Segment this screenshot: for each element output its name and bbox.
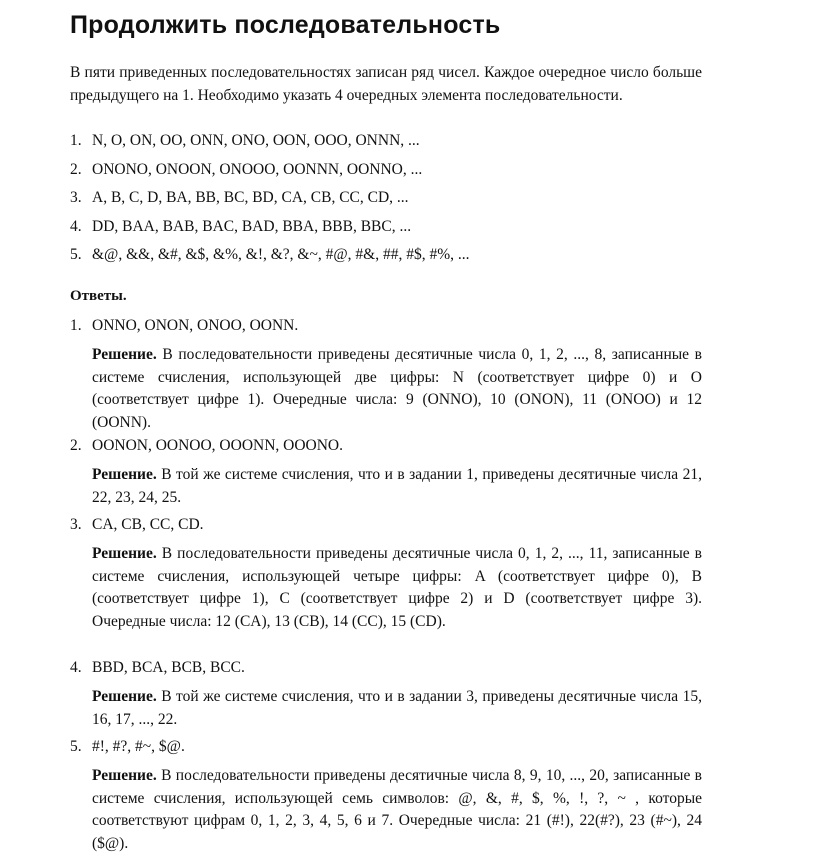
item-number: 1. [70,132,82,149]
answer-text: #!, #?, #~, $@. [92,738,185,755]
sequence-item [70,132,420,150]
solution-label: Решение. [92,688,157,705]
item-number: 2. [70,161,82,178]
solution-text [92,765,702,855]
item-number: 3. [70,189,82,206]
sequence-text: N, O, ON, OO, ONN, ONO, OON, OOO, ONNN, ... [92,132,420,149]
sequence-text: &@, &&, &#, &$, &%, &!, &?, &~, #@, #&, ##, #$, #%, ... [92,246,470,263]
solution-label: Решение. [92,346,157,363]
answer-text: OONON, OONOO, OOONN, OOONO. [92,437,343,454]
solution-body: В последовательности приведены десятичные числа 8, 9, 10, ..., 20, записанные в системе счисления, использующей семь символов: @, &, #, $, %, !, ?, ~ , которые соответствуют цифрам 0, 1, 2, 3, 4, 5, 6 и 7. Очередные числа: 21 (#!), 22(#?), 23 (#~), 24 ($@). [92,767,702,852]
solution-text [92,686,702,731]
sequence-item [70,246,470,264]
item-number: 3. [70,516,82,533]
answer-item [70,437,343,455]
item-number: 5. [70,738,82,755]
answer-text: CA, CB, CC, CD. [92,516,204,533]
sequence-text: ONONO, ONOON, ONOOO, OONNN, OONNO, ... [92,161,423,178]
solution-text [92,344,702,434]
solution-text [92,543,702,633]
solution-body: В той же системе счисления, что и в задании 3, приведены десятичные числа 15, 16, 17, ..., 22. [92,688,703,728]
answer-item [70,659,245,677]
item-number: 1. [70,317,82,334]
answer-text: BBD, BCA, BCB, BCC. [92,659,245,676]
solution-label: Решение. [92,767,157,784]
sequence-text: A, B, C, D, BA, BB, BC, BD, CA, CB, CC, CD, ... [92,189,409,206]
solution-body: В последовательности приведены десятичные числа 0, 1, 2, ..., 8, записанные в системе счисления, использующей две цифры: N (соответствует цифре 0) и O (соответствует цифре 1). Очередные числа: 9 (ONNO), 10 (ONON), 11 (ONOO) и 12 (OONN). [92,346,702,431]
solution-text [92,464,702,509]
sequence-item [70,218,411,236]
solution-label: Решение. [92,466,157,483]
sequence-item [70,161,422,179]
sequence-item [70,189,409,207]
answer-item [70,317,298,335]
item-number: 5. [70,246,82,263]
answer-item [70,738,185,756]
item-number: 4. [70,659,82,676]
answer-item [70,516,204,534]
solution-body: В последовательности приведены десятичные числа 0, 1, 2, ..., 11, записанные в системе счисления, использующей четыре цифры: A (соответствует цифре 0), B (соответствует цифре 1), C (соответствует цифре 2) и D (соответствует цифре 3). Очередные числа: 12 (CA), 13 (CB), 14 (CC), 15 (CD). [92,545,702,630]
answer-text: ONNO, ONON, ONOO, OONN. [92,317,299,334]
answers-heading: Ответы. [70,288,127,304]
page-title: Продолжить последовательность [70,11,501,39]
item-number: 4. [70,218,82,235]
solution-label: Решение. [92,545,157,562]
solution-body: В той же системе счисления, что и в задании 1, приведены десятичные числа 21, 22, 23, 24, 25. [92,466,703,506]
item-number: 2. [70,437,82,454]
sequence-text: DD, BAA, BAB, BAC, BAD, BBA, BBB, BBC, ... [92,218,412,235]
task-description: В пяти приведенных последовательностях записан ряд чисел. Каждое очередное число больше предыдущего на 1. Необходимо указать 4 очередных элемента последовательности. [70,64,702,104]
